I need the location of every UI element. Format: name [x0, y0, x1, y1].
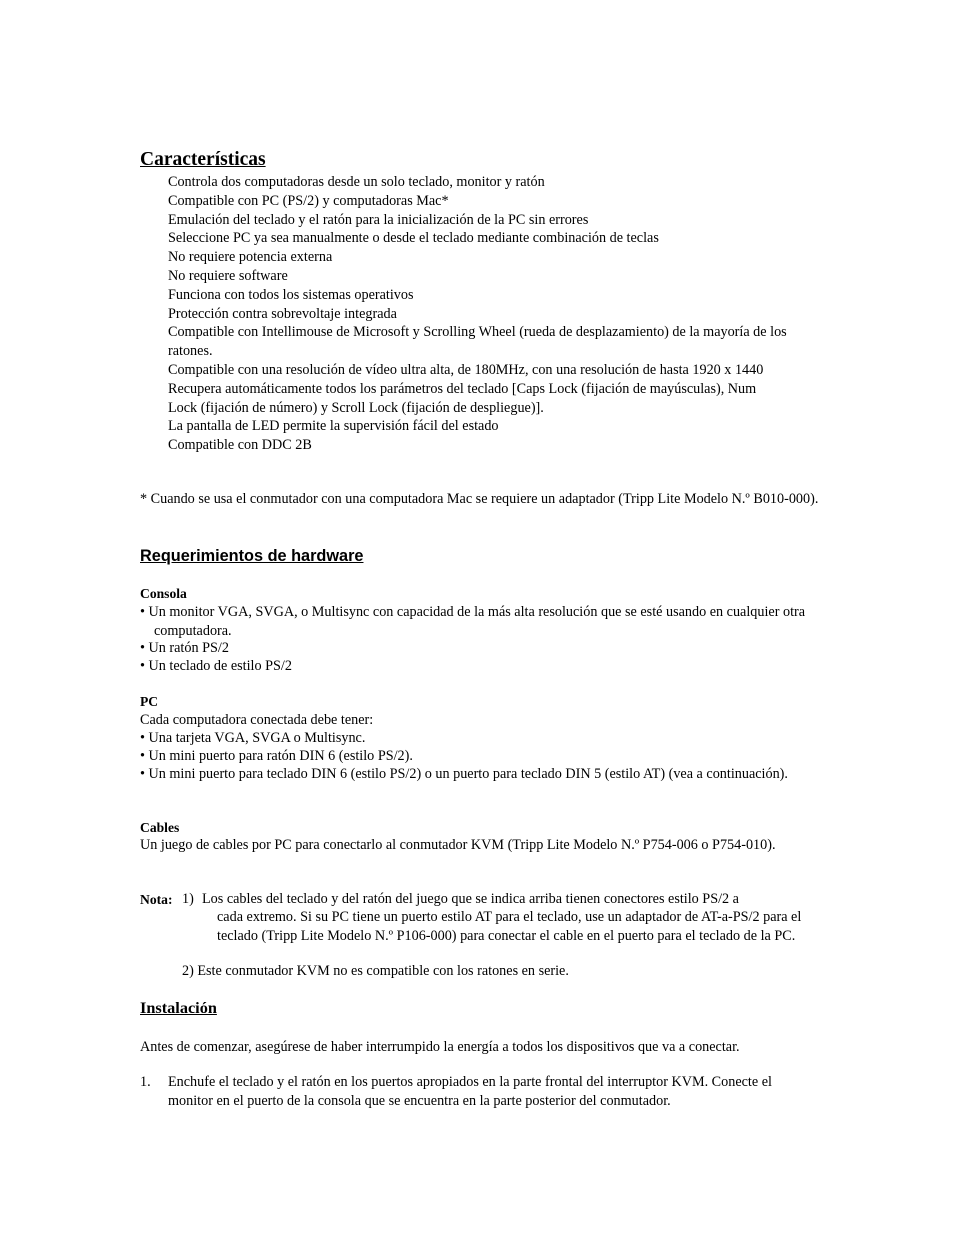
feature-item: Compatible con Intellimouse de Microsoft y Scrolling Wheel (rueda de desplazamiento) de la mayoría de los ratones. [168, 324, 787, 360]
feature-item: La pantalla de LED permite la supervisión fácil del estado [168, 418, 499, 435]
feature-item: Seleccione PC ya sea manualmente o desde el teclado mediante combinación de teclas [168, 230, 659, 247]
note-label: Nota: [140, 892, 173, 907]
pc-label: PC [140, 694, 159, 709]
features-heading: Características [140, 149, 266, 170]
pc-item: • Un mini puerto para ratón DIN 6 (estilo PS/2). [140, 748, 413, 764]
installation-intro: Antes de comenzar, asegúrese de haber interrumpido la energía a todos los dispositivos que va a conectar. [140, 1039, 740, 1055]
note-item-text-continued: cada extremo. Si su PC tiene un puerto estilo AT para el teclado, use un adaptador de AT-a-PS/2 para el teclado (Tripp Lite Modelo N.º P106-000) para conectar el cable en el puerto para el teclado de la PC. [217, 909, 802, 944]
hardware-heading: Requerimientos de hardware [140, 547, 364, 565]
mac-footnote: * Cuando se usa el conmutador con una computadora Mac se requiere un adaptador (Tripp Lite Modelo N.º B010-000). [140, 491, 819, 507]
feature-item: Controla dos computadoras desde un solo teclado, monitor y ratón [168, 174, 545, 190]
step-number: 1. [140, 1074, 151, 1090]
feature-item: Compatible con PC (PS/2) y computadoras Mac* [168, 192, 449, 209]
note-item: 2) Este conmutador KVM no es compatible con los ratones en serie. [182, 963, 569, 979]
note-item-number: 1) [182, 891, 194, 907]
feature-item: Compatible con DDC 2B [168, 437, 312, 454]
note-item-text: Los cables del teclado y del ratón del juego que se indica arriba tienen conectores estilo PS/2 a [202, 891, 739, 907]
console-item: • Un monitor VGA, SVGA, o Multisync con capacidad de la más alta resolución que se esté usando en cualquier otra computadora. [140, 604, 806, 639]
installation-heading: Instalación [140, 998, 217, 1017]
pc-intro: Cada computadora conectada debe tener: [140, 712, 374, 728]
feature-item: No requiere software [168, 267, 288, 284]
step-text: Enchufe el teclado y el ratón en los puertos apropiados en la parte frontal del interruptor KVM. Conecte el monitor en el puerto de la consola que se encuentra en la parte posterior del conmutador. [168, 1074, 772, 1109]
feature-item: Funciona con todos los sistemas operativos [168, 286, 414, 303]
feature-item: Protección contra sobrevoltaje integrada [168, 305, 397, 322]
feature-item: Compatible con una resolución de vídeo ultra alta, de 180MHz, con una resolución de hasta 1920 x 1440 [168, 361, 764, 378]
cables-label: Cables [140, 820, 180, 835]
feature-item: No requiere potencia externa [168, 249, 333, 266]
features-list [168, 173, 818, 455]
console-label: Consola [140, 586, 187, 601]
console-item: • Un ratón PS/2 [140, 640, 229, 656]
feature-item: Emulación del teclado y el ratón para la inicialización de la PC sin errores [168, 211, 589, 228]
feature-item: Recupera automáticamente todos los parámetros del teclado [Caps Lock (fijación de mayúsculas), Num Lock (fijación de número) y Scroll Lock (fijación de despliegue)]. [168, 380, 757, 416]
pc-item: • Un mini puerto para teclado DIN 6 (estilo PS/2) o un puerto para teclado DIN 5 (estilo AT) (vea a continuación). [140, 766, 788, 782]
cables-text: Un juego de cables por PC para conectarlo al conmutador KVM (Tripp Lite Modelo N.º P754-006 o P754-010). [140, 837, 776, 853]
console-item: • Un teclado de estilo PS/2 [140, 658, 292, 674]
pc-item: • Una tarjeta VGA, SVGA o Multisync. [140, 730, 366, 746]
